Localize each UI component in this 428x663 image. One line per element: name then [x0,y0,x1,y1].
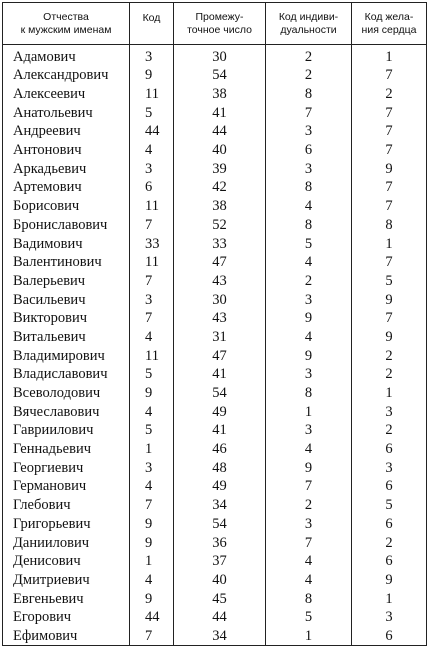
code-cell: 1 [130,440,174,459]
code-cell: 5 [130,421,174,440]
table-row [3,477,427,496]
table-row [3,402,427,421]
table-row [3,589,427,608]
patronymic-cell: Витальевич [3,328,130,347]
intermediate-number-cell: 38 [174,85,266,104]
table-row [3,608,427,627]
code-cell: 11 [130,346,174,365]
code-cell: 7 [130,216,174,235]
code-cell: 4 [130,402,174,421]
heart-desire-code-cell: 9 [352,159,427,178]
individuality-code-cell: 8 [266,216,352,235]
heart-desire-code-cell: 9 [352,571,427,590]
table-row [3,103,427,122]
table-row [3,290,427,309]
table-row [3,85,427,104]
header-intermediate [174,3,266,45]
code-cell: 44 [130,608,174,627]
heart-desire-code-cell: 7 [352,141,427,160]
code-cell: 7 [130,627,174,646]
patronymic-cell: Брониславович [3,216,130,235]
individuality-code-cell: 4 [266,552,352,571]
patronymic-cell: Денисович [3,552,130,571]
patronymic-cell: Егорович [3,608,130,627]
intermediate-number-cell: 49 [174,477,266,496]
table-row [3,141,427,160]
table-row [3,365,427,384]
patronymic-numerology-table [2,2,427,646]
heart-desire-code-cell: 5 [352,496,427,515]
intermediate-number-cell: 40 [174,141,266,160]
header-code [130,3,174,45]
individuality-code-cell: 8 [266,85,352,104]
table-row [3,552,427,571]
individuality-code-cell: 7 [266,103,352,122]
intermediate-number-cell: 47 [174,346,266,365]
patronymic-cell: Валентинович [3,253,130,272]
patronymic-cell: Гавриилович [3,421,130,440]
intermediate-number-cell: 36 [174,533,266,552]
patronymic-cell: Германович [3,477,130,496]
heart-desire-code-cell: 3 [352,458,427,477]
code-cell: 7 [130,309,174,328]
individuality-code-cell: 9 [266,309,352,328]
intermediate-number-cell: 41 [174,103,266,122]
code-cell: 5 [130,365,174,384]
header-intermediate-line-2: точное число [187,23,252,36]
patronymic-cell: Борисович [3,197,130,216]
heart-desire-code-cell: 1 [352,45,427,67]
patronymic-cell: Ефимович [3,627,130,646]
table-header [3,3,427,45]
table-row [3,346,427,365]
table-row [3,197,427,216]
patronymic-cell: Даниилович [3,533,130,552]
individuality-code-cell: 4 [266,328,352,347]
code-cell: 11 [130,85,174,104]
heart-desire-code-cell: 9 [352,328,427,347]
intermediate-number-cell: 34 [174,627,266,646]
individuality-code-cell: 4 [266,253,352,272]
heart-desire-code-cell: 6 [352,515,427,534]
header-individuality [266,3,352,45]
code-cell: 9 [130,589,174,608]
heart-desire-code-cell: 1 [352,384,427,403]
individuality-code-cell: 2 [266,45,352,67]
patronymic-cell: Викторович [3,309,130,328]
individuality-code-cell: 3 [266,365,352,384]
heart-desire-code-cell: 6 [352,552,427,571]
intermediate-number-cell: 34 [174,496,266,515]
patronymic-cell: Васильевич [3,290,130,309]
code-cell: 3 [130,159,174,178]
code-cell: 4 [130,141,174,160]
patronymic-cell: Вадимович [3,234,130,253]
code-cell: 6 [130,178,174,197]
heart-desire-code-cell: 3 [352,608,427,627]
heart-desire-code-cell: 5 [352,272,427,291]
patronymic-cell: Артемович [3,178,130,197]
code-cell: 9 [130,66,174,85]
code-cell: 11 [130,253,174,272]
intermediate-number-cell: 42 [174,178,266,197]
heart-desire-code-cell: 7 [352,309,427,328]
code-cell: 9 [130,533,174,552]
table-row [3,234,427,253]
heart-desire-code-cell: 7 [352,178,427,197]
individuality-code-cell: 5 [266,234,352,253]
patronymic-cell: Анатольевич [3,103,130,122]
code-cell: 4 [130,477,174,496]
code-cell: 44 [130,122,174,141]
intermediate-number-cell: 44 [174,122,266,141]
intermediate-number-cell: 43 [174,272,266,291]
intermediate-number-cell: 40 [174,571,266,590]
individuality-code-cell: 3 [266,122,352,141]
individuality-code-cell: 1 [266,402,352,421]
code-cell: 3 [130,290,174,309]
individuality-code-cell: 1 [266,627,352,646]
intermediate-number-cell: 49 [174,402,266,421]
patronymic-cell: Александрович [3,66,130,85]
intermediate-number-cell: 47 [174,253,266,272]
individuality-code-cell: 8 [266,178,352,197]
intermediate-number-cell: 30 [174,45,266,67]
patronymic-cell: Геннадьевич [3,440,130,459]
table-row [3,458,427,477]
intermediate-number-cell: 41 [174,365,266,384]
table-row [3,159,427,178]
heart-desire-code-cell: 7 [352,122,427,141]
header-patronymic [3,3,130,45]
individuality-code-cell: 2 [266,496,352,515]
individuality-code-cell: 3 [266,290,352,309]
patronymic-cell: Евгеньевич [3,589,130,608]
intermediate-number-cell: 46 [174,440,266,459]
code-cell: 4 [130,571,174,590]
heart-desire-code-cell: 7 [352,66,427,85]
code-cell: 7 [130,272,174,291]
header-intermediate-line-1: Промежу- [195,10,244,23]
intermediate-number-cell: 31 [174,328,266,347]
code-cell: 4 [130,328,174,347]
heart-desire-code-cell: 6 [352,477,427,496]
patronymic-cell: Валерьевич [3,272,130,291]
individuality-code-cell: 8 [266,589,352,608]
code-cell: 9 [130,515,174,534]
heart-desire-code-cell: 1 [352,589,427,608]
heart-desire-code-cell: 2 [352,346,427,365]
intermediate-number-cell: 45 [174,589,266,608]
table-row [3,627,427,646]
table-body [3,45,427,646]
intermediate-number-cell: 52 [174,216,266,235]
table-row [3,253,427,272]
patronymic-cell: Дмитриевич [3,571,130,590]
intermediate-number-cell: 33 [174,234,266,253]
patronymic-cell: Аркадьевич [3,159,130,178]
code-cell: 7 [130,496,174,515]
heart-desire-code-cell: 6 [352,627,427,646]
intermediate-number-cell: 48 [174,458,266,477]
individuality-code-cell: 3 [266,159,352,178]
code-cell: 3 [130,45,174,67]
individuality-code-cell: 9 [266,458,352,477]
heart-desire-code-cell: 2 [352,85,427,104]
header-heart-desire-line-1: Код жела- [364,10,414,23]
individuality-code-cell: 2 [266,66,352,85]
individuality-code-cell: 3 [266,421,352,440]
patronymic-cell: Всеволодович [3,384,130,403]
table-row [3,178,427,197]
intermediate-number-cell: 41 [174,421,266,440]
intermediate-number-cell: 37 [174,552,266,571]
table-row [3,216,427,235]
patronymic-cell: Георгиевич [3,458,130,477]
patronymic-cell: Андреевич [3,122,130,141]
heart-desire-code-cell: 2 [352,533,427,552]
intermediate-number-cell: 39 [174,159,266,178]
individuality-code-cell: 3 [266,515,352,534]
individuality-code-cell: 5 [266,608,352,627]
intermediate-number-cell: 30 [174,290,266,309]
table-row [3,421,427,440]
code-cell: 5 [130,103,174,122]
individuality-code-cell: 7 [266,477,352,496]
code-cell: 33 [130,234,174,253]
patronymic-cell: Алексеевич [3,85,130,104]
intermediate-number-cell: 54 [174,384,266,403]
header-individuality-line-1: Код индиви- [278,10,339,23]
patronymic-cell: Владимирович [3,346,130,365]
intermediate-number-cell: 54 [174,66,266,85]
table-row [3,45,427,67]
table-row [3,496,427,515]
patronymic-cell: Вячеславович [3,402,130,421]
individuality-code-cell: 4 [266,197,352,216]
individuality-code-cell: 4 [266,440,352,459]
table-row [3,328,427,347]
heart-desire-code-cell: 8 [352,216,427,235]
intermediate-number-cell: 44 [174,608,266,627]
header-code-label: Код [142,12,161,24]
header-heart-desire-line-2: ния сердца [361,23,417,36]
heart-desire-code-cell: 7 [352,197,427,216]
intermediate-number-cell: 54 [174,515,266,534]
table-row [3,309,427,328]
header-row [3,3,427,45]
patronymic-cell: Глебович [3,496,130,515]
patronymic-cell: Григорьевич [3,515,130,534]
individuality-code-cell: 2 [266,272,352,291]
individuality-code-cell: 9 [266,346,352,365]
code-cell: 9 [130,384,174,403]
individuality-code-cell: 6 [266,141,352,160]
table-row [3,384,427,403]
heart-desire-code-cell: 6 [352,440,427,459]
table-row [3,122,427,141]
table-row [3,440,427,459]
header-heart-desire [352,3,427,45]
heart-desire-code-cell: 2 [352,365,427,384]
header-patronymic-line-2: к мужским именам [20,23,112,36]
patronymic-cell: Антонович [3,141,130,160]
heart-desire-code-cell: 7 [352,103,427,122]
code-cell: 1 [130,552,174,571]
intermediate-number-cell: 38 [174,197,266,216]
patronymic-cell: Владиславович [3,365,130,384]
table-row [3,571,427,590]
individuality-code-cell: 4 [266,571,352,590]
individuality-code-cell: 7 [266,533,352,552]
intermediate-number-cell: 43 [174,309,266,328]
header-individuality-line-2: дуальности [280,23,337,36]
patronymic-cell: Адамович [3,45,130,67]
table-row [3,66,427,85]
table-row [3,272,427,291]
individuality-code-cell: 8 [266,384,352,403]
heart-desire-code-cell: 2 [352,421,427,440]
table-row [3,533,427,552]
table-row [3,515,427,534]
heart-desire-code-cell: 1 [352,234,427,253]
code-cell: 11 [130,197,174,216]
code-cell: 3 [130,458,174,477]
header-patronymic-line-1: Отчества [43,10,89,23]
heart-desire-code-cell: 3 [352,402,427,421]
heart-desire-code-cell: 9 [352,290,427,309]
heart-desire-code-cell: 7 [352,253,427,272]
